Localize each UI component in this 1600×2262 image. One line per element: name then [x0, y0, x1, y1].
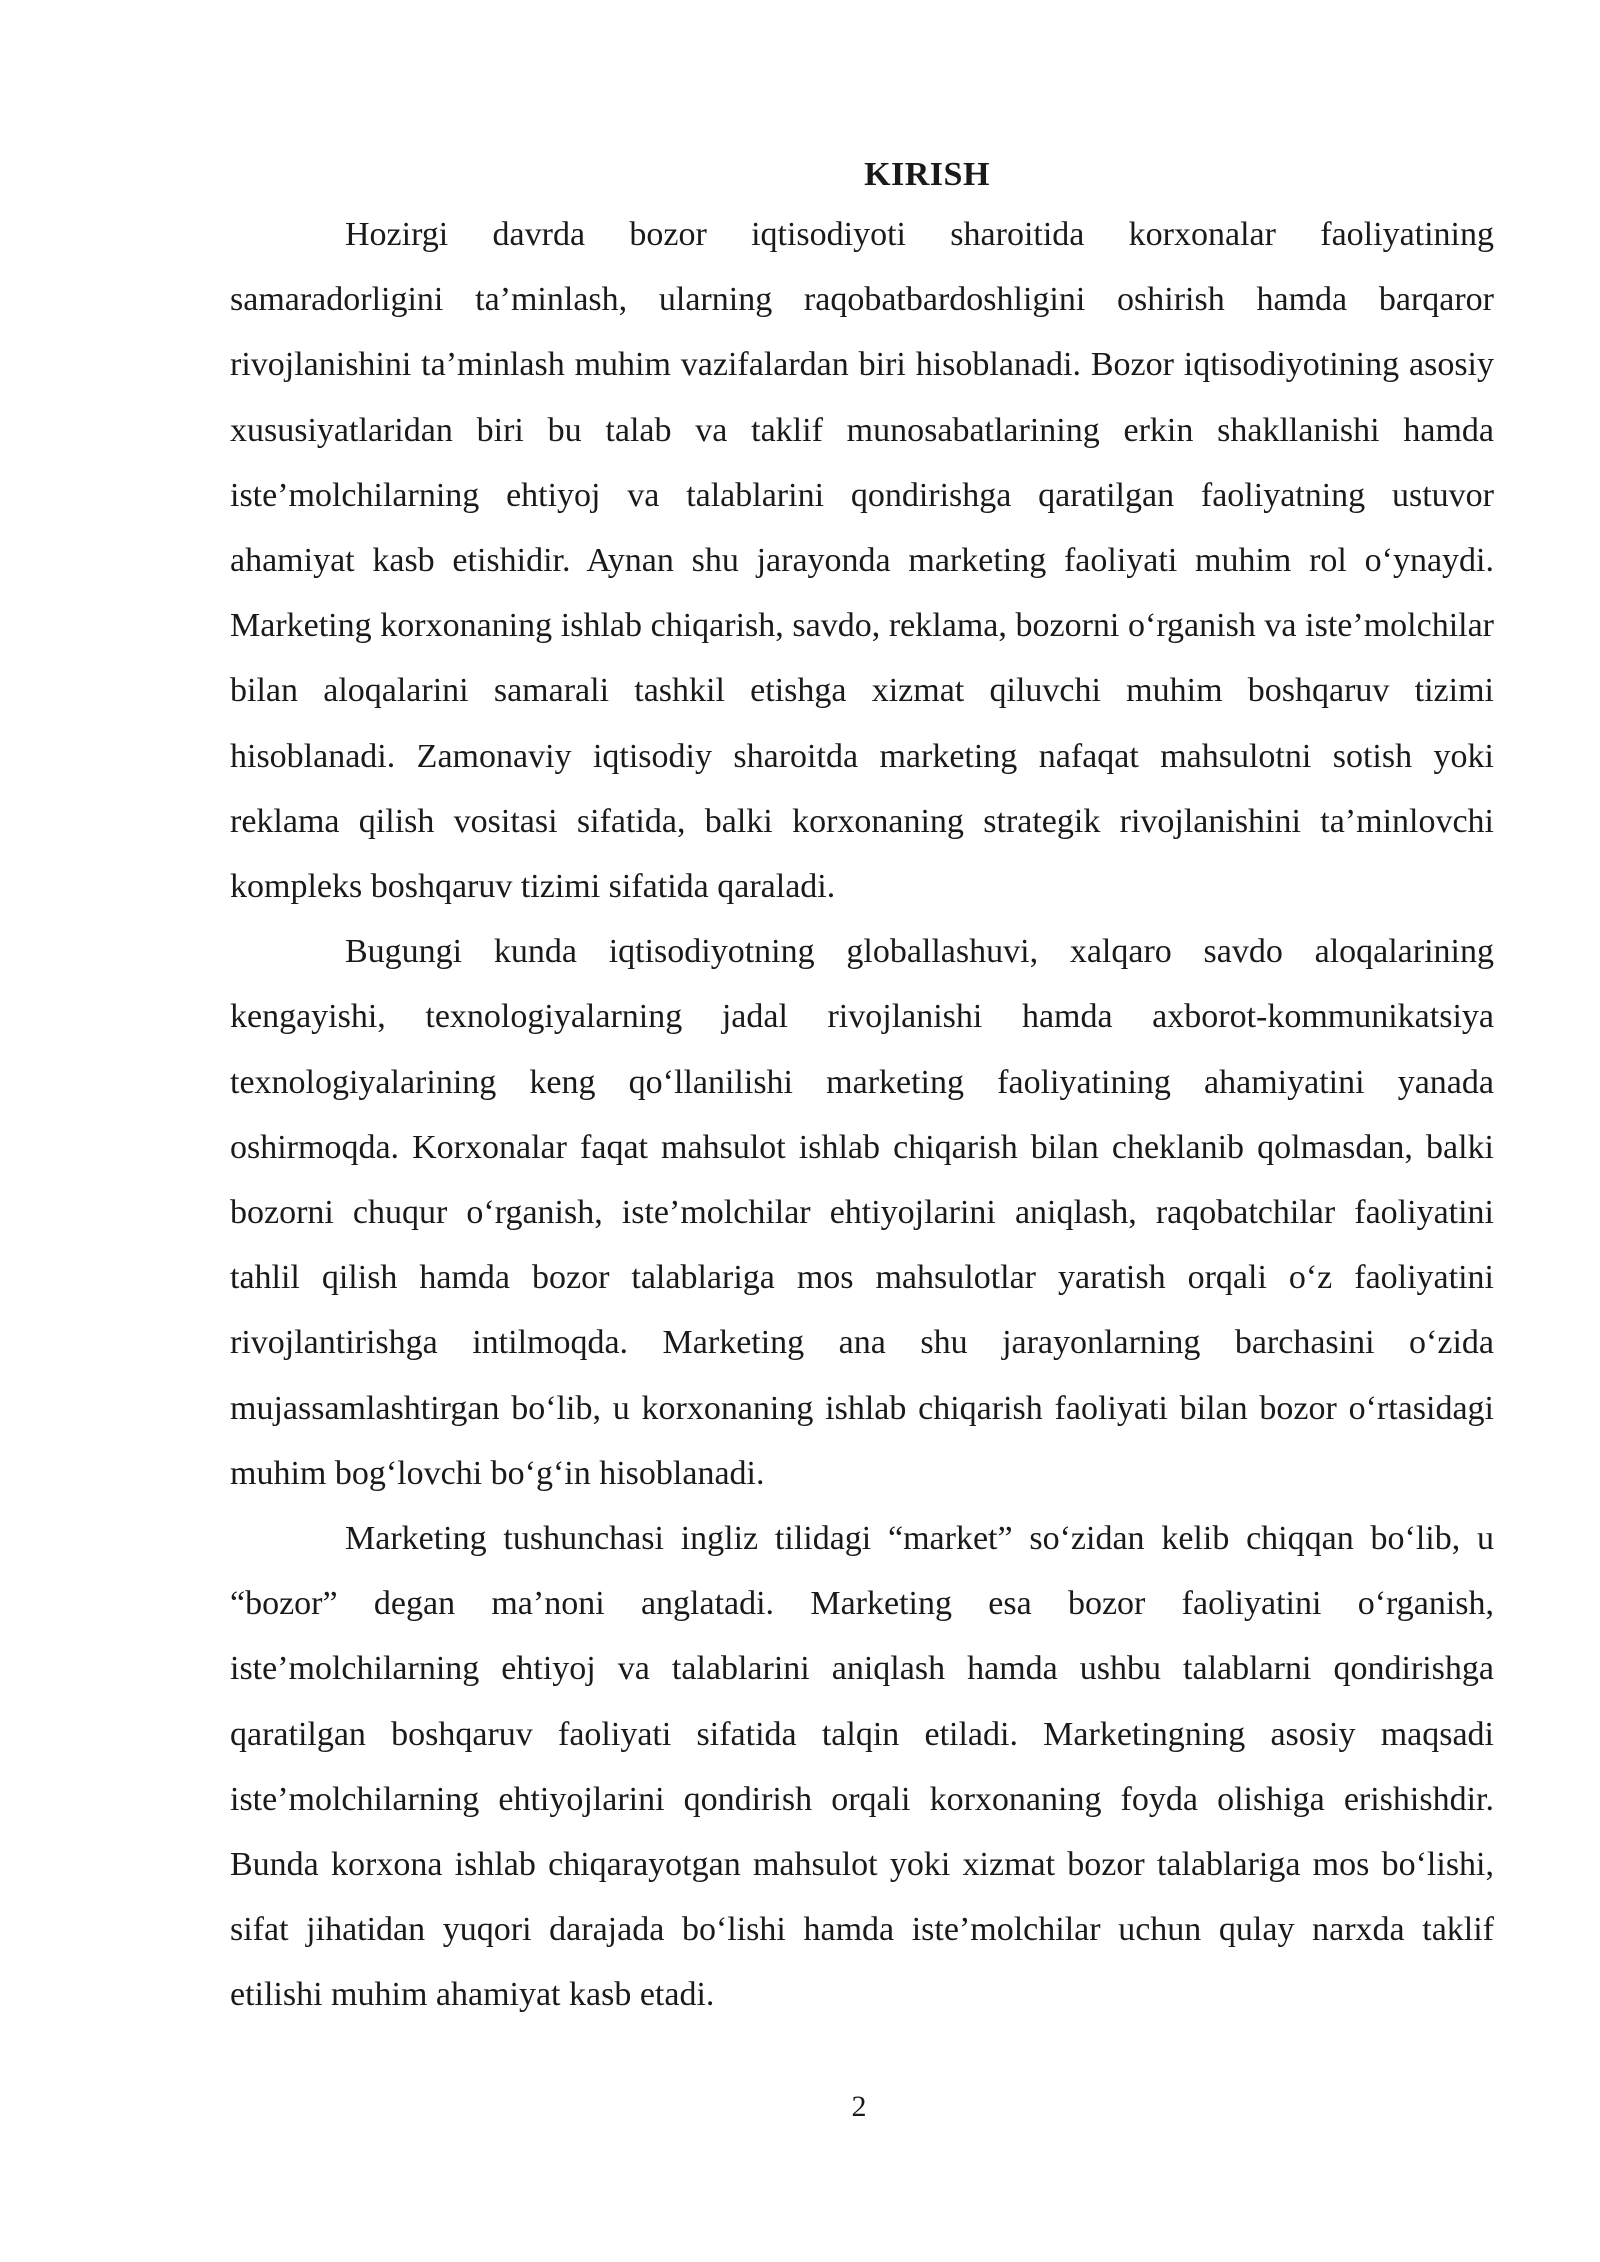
- paragraph-3: Marketing tushunchasi ingliz tilidagi “market” so‘zidan kelib chiqqan bo‘lib, u “bozor” degan ma’noni anglatadi. Marketing esa bozor faoliyatini o‘rganish, iste’molchilarning ehtiyoj va talablarini aniqlash hamda ushbu talablarni qondirishga qaratilgan boshqaruv faoliyati sifatida talqin etiladi. Marketingning asosiy maqsadi iste’molchilarning ehtiyojlarini qondirish orqali korxonaning foyda olishiga erishishdir. Bunda korxona ishlab chiqarayotgan mahsulot yoki xizmat bozor talablariga mos bo‘lishi, sifat jihatidan yuqori darajada bo‘lishi hamda iste’molchilar uchun qulay narxda taklif etilishi muhim ahamiyat kasb etadi.: [230, 1520, 1494, 2014]
- document-page: [230, 148, 1494, 2028]
- paragraph-2: Bugungi kunda iqtisodiyotning globallashuvi, xalqaro savdo aloqalarining kengayishi, texnologiyalarning jadal rivojlanishi hamda axborot-kommunikatsiya texnologiyalarining keng qo‘llanilishi marketing faoliyatining ahamiyatini yanada oshirmoqda. Korxonalar faqat mahsulot ishlab chiqarish bilan cheklanib qolmasdan, balki bozorni chuqur o‘rganish, iste’molchilar ehtiyojlarini aniqlash, raqobatchilar faoliyatini tahlil qilish hamda bozor talablariga mos mahsulotlar yaratish orqali o‘z faoliyatini rivojlantirishga intilmoqda. Marketing ana shu jarayonlarning barchasini o‘zida mujassamlashtirgan bo‘lib, u korxonaning ishlab chiqarish faoliyati bilan bozor o‘rtasidagi muhim bog‘lovchi bo‘g‘in hisoblanadi.: [230, 933, 1494, 1492]
- page-number: 2: [851, 2090, 867, 2123]
- paragraph-1: Hozirgi davrda bozor iqtisodiyoti sharoitida korxonalar faoliyatining samaradorligini ta’minlash, ularning raqobatbardoshligini oshirish hamda barqaror rivojlanishini ta’minlash muhim vazifalardan biri hisoblanadi. Bozor iqtisodiyotining asosiy xususiyatlaridan biri bu talab va taklif munosabatlarining erkin shakllanishi hamda iste’molchilarning ehtiyoj va talablarini qondirishga qaratilgan faoliyatning ustuvor ahamiyat kasb etishidir. Aynan shu jarayonda marketing faoliyati muhim rol o‘ynaydi. Marketing korxonaning ishlab chiqarish, savdo, reklama, bozorni o‘rganish va iste’molchilar bilan aloqalarini samarali tashkil etishga xizmat qiluvchi muhim boshqaruv tizimi hisoblanadi. Zamonaviy iqtisodiy sharoitda marketing nafaqat mahsulotni sotish yoki reklama qilish vositasi sifatida, balki korxonaning strategik rivojlanishini ta’minlovchi kompleks boshqaruv tizimi sifatida qaraladi.: [230, 216, 1494, 906]
- page-title: KIRISH: [864, 156, 990, 193]
